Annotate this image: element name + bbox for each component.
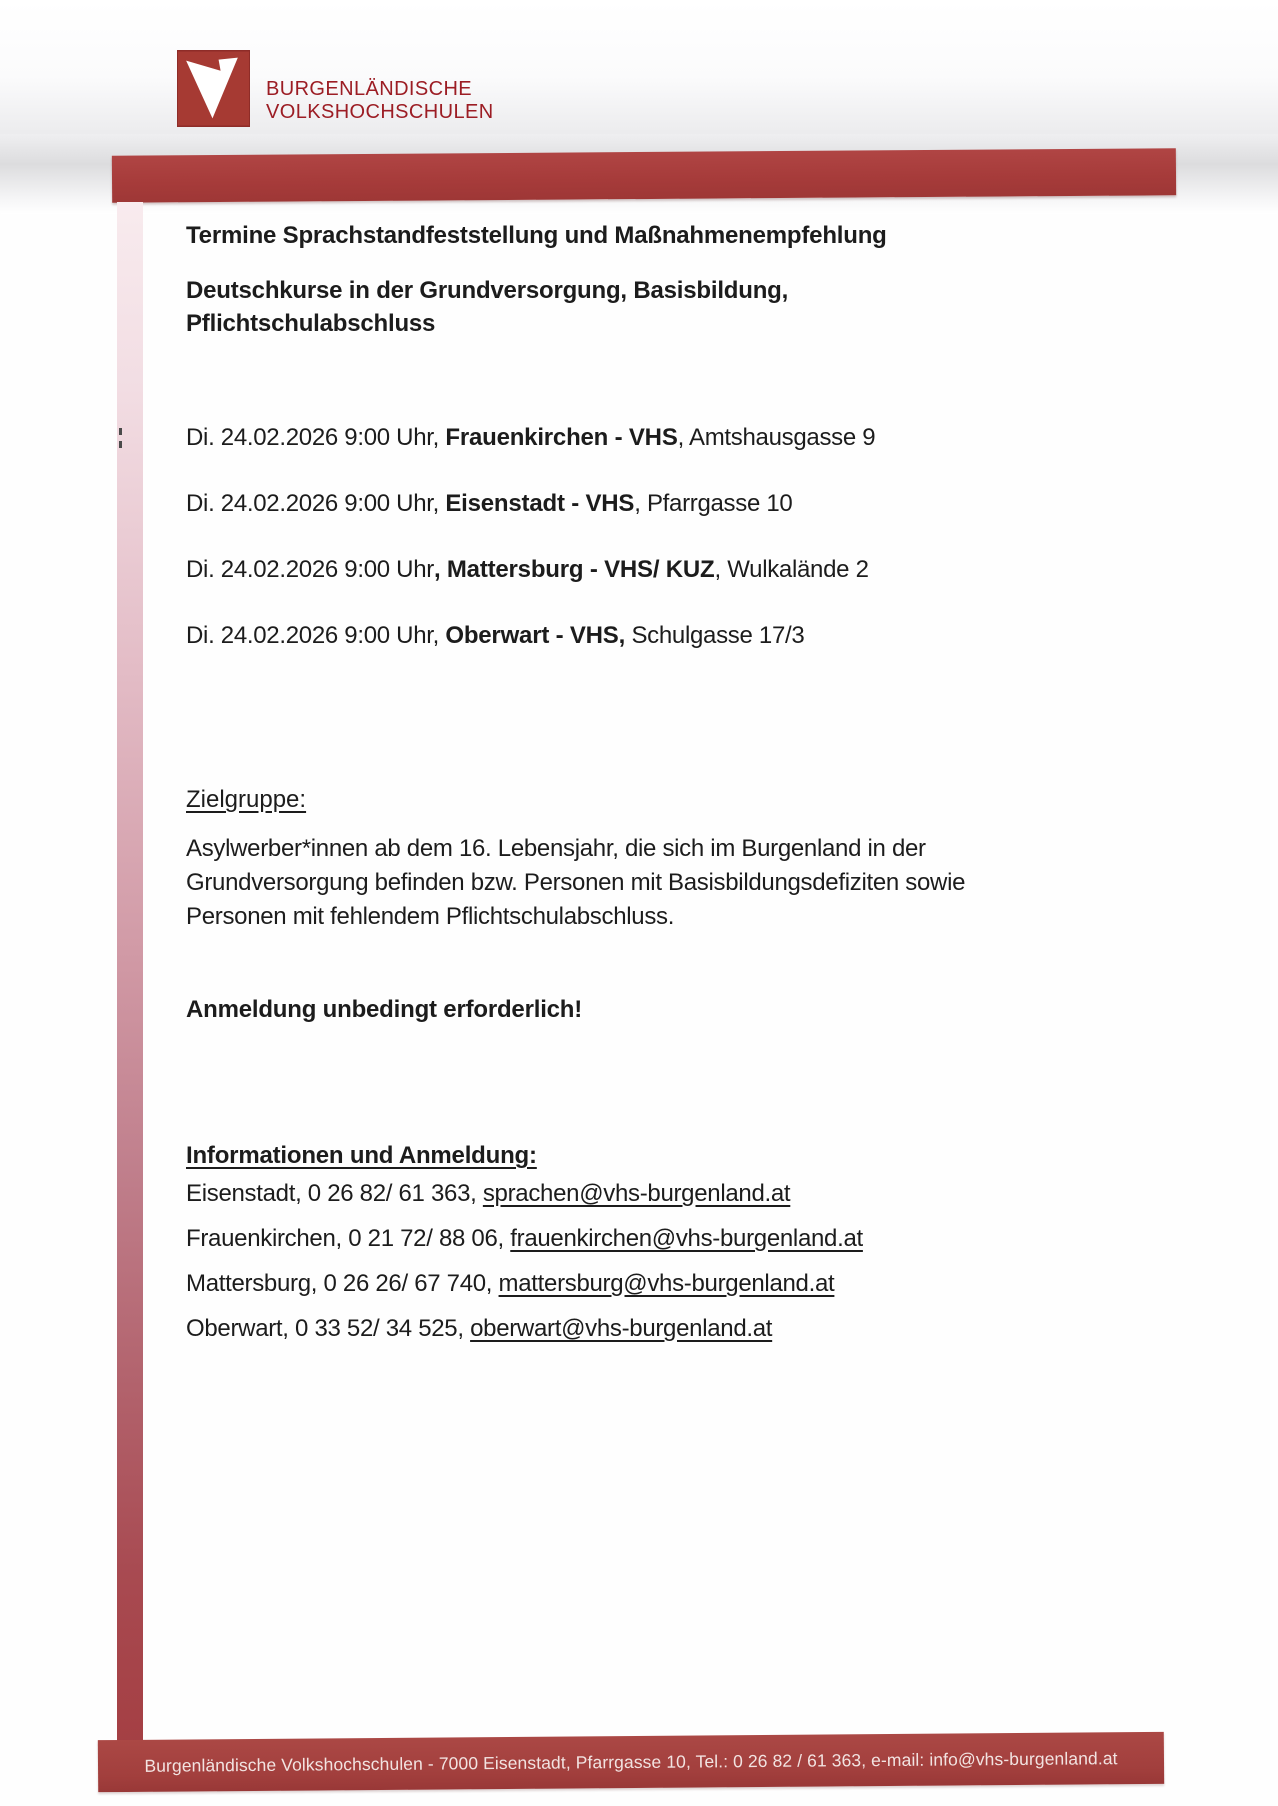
vhs-logo (177, 50, 494, 127)
contact-phone: Eisenstadt, 0 26 82/ 61 363, (186, 1180, 483, 1207)
registration-note: Anmeldung unbedingt erforderlich! (186, 996, 583, 1023)
session-location: , Mattersburg - VHS/ KUZ (433, 556, 715, 583)
vhs-logo-icon (177, 50, 250, 127)
logo-text-line2: VOLKSHOCHSCHULEN (266, 101, 494, 123)
contact-phone: Mattersburg, 0 26 26/ 67 740, (186, 1270, 499, 1297)
session-row (186, 490, 792, 518)
contact-phone: Frauenkirchen, 0 21 72/ 88 06, (186, 1225, 511, 1252)
contact-list (186, 1180, 863, 1343)
session-location: Oberwart - VHS, (445, 622, 626, 649)
contact-email-link: oberwart@vhs-burgenland.at (470, 1315, 773, 1342)
session-address: , Wulkalände 2 (714, 556, 869, 583)
contact-email-link: frauenkirchen@vhs-burgenland.at (510, 1225, 863, 1252)
session-datetime: Di. 24.02.2026 9:00 Uhr (186, 556, 434, 583)
session-address: Schulgasse 17/3 (625, 622, 805, 649)
top-red-bar (112, 148, 1176, 202)
session-row (186, 424, 875, 452)
contact-line (186, 1225, 863, 1253)
info-heading: Informationen und Anmeldung: (186, 1142, 537, 1169)
contact-email-link: mattersburg@vhs-burgenland.at (498, 1270, 835, 1297)
footer-bar (98, 1732, 1164, 1792)
logo-text-line1: BURGENLÄNDISCHE (266, 78, 473, 100)
contact-phone: Oberwart, 0 33 52/ 34 525, (186, 1315, 471, 1342)
session-location: Eisenstadt - VHS (445, 490, 635, 517)
session-datetime: Di. 24.02.2026 9:00 Uhr, (186, 490, 446, 517)
contact-line (186, 1180, 863, 1208)
session-datetime: Di. 24.02.2026 9:00 Uhr, (186, 424, 446, 451)
contact-line (186, 1270, 863, 1298)
document-subtitle: Deutschkurse in der Grundversorgung, Basisbildung, Pflichtschulabschluss (186, 277, 789, 337)
logo-text (266, 78, 494, 124)
document-title: Termine Sprachstandfeststellung und Maßnahmenempfehlung (186, 222, 887, 249)
contact-email-link: sprachen@vhs-burgenland.at (482, 1180, 791, 1207)
session-row (186, 556, 869, 584)
session-address: , Pfarrgasse 10 (634, 490, 793, 517)
session-location: Frauenkirchen - VHS (445, 424, 678, 451)
zielgruppe-heading: Zielgruppe: (186, 786, 307, 813)
session-row (186, 622, 804, 650)
session-datetime: Di. 24.02.2026 9:00 Uhr, (186, 622, 446, 649)
footer-text: Burgenländische Volkshochschulen - 7000 Eisenstadt, Pfarrgasse 10, Tel.: 0 26 82 / 61 363, e-mail: info@vhs-burgenland.at (144, 1747, 1118, 1776)
zielgruppe-text: Asylwerber*innen ab dem 16. Lebensjahr, die sich im Burgenland in der Grundversorgung befinden bzw. Personen mit Basisbildungsdefiziten sowie Personen mit fehlendem Pflichtschulabschluss. (186, 835, 966, 930)
contact-line (186, 1315, 863, 1343)
session-address: , Amtshausgasse 9 (677, 424, 876, 451)
scan-artifact (119, 428, 123, 454)
